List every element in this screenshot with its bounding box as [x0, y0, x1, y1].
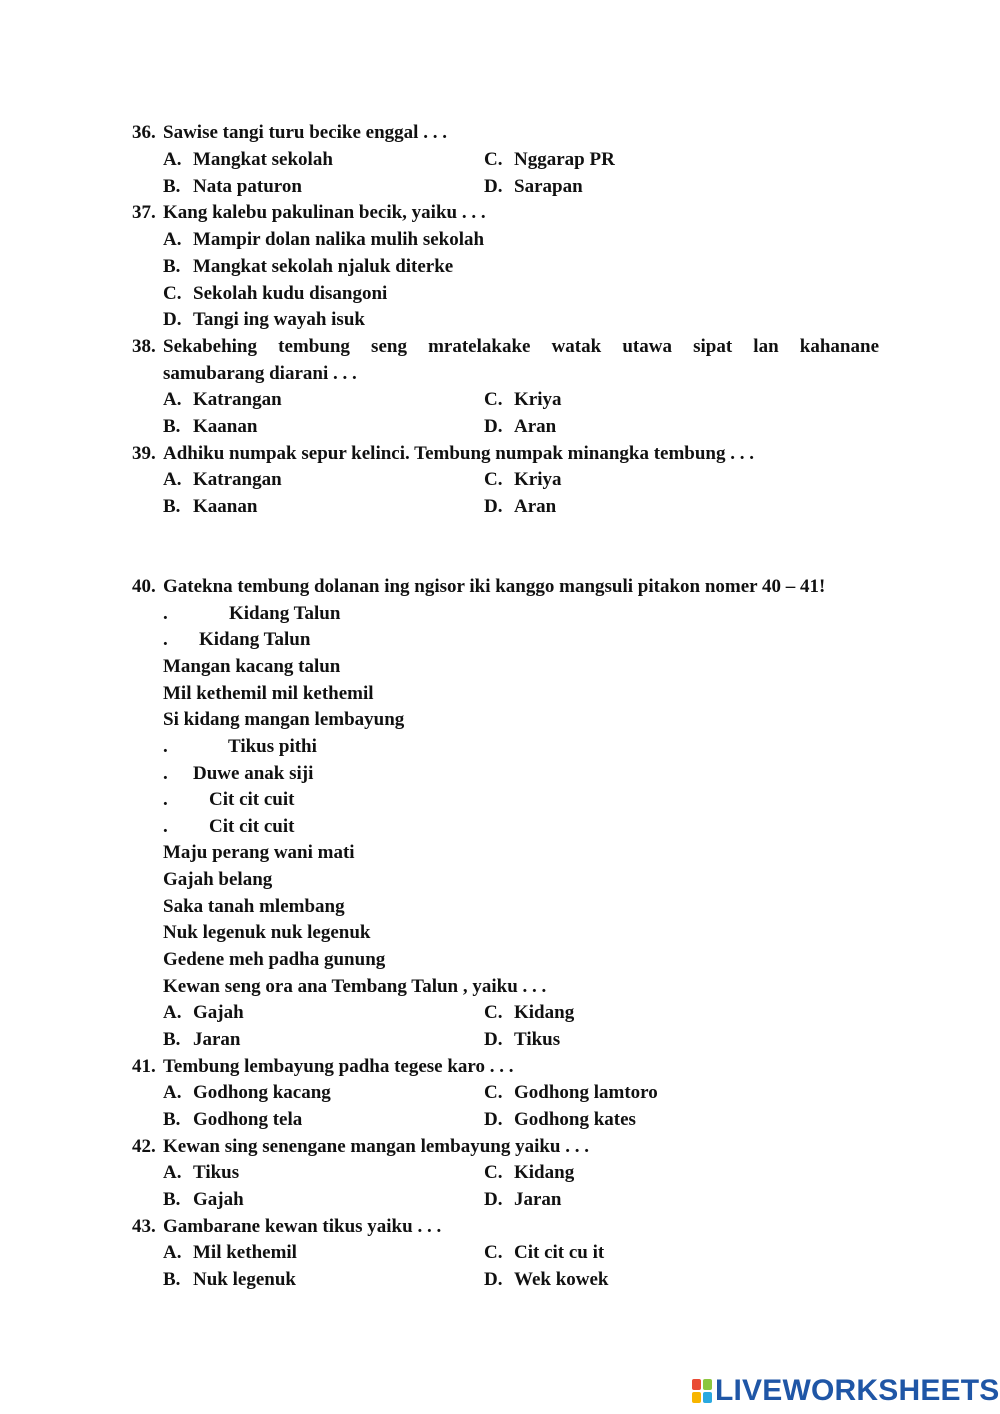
option-d[interactable] — [484, 1186, 562, 1213]
option-label: D. — [484, 1269, 503, 1290]
question-text: samubarang diarani . . . — [163, 363, 357, 384]
option-text: Kaanan — [193, 496, 258, 517]
question-text: Tembung lembayung padha tegese karo . . . — [163, 1056, 514, 1077]
option-text: Sekolah kudu disangoni — [193, 283, 388, 304]
song-dot: . — [163, 603, 168, 624]
option-label: A. — [163, 1242, 182, 1263]
option-c[interactable] — [484, 1079, 658, 1106]
option-label: A. — [163, 389, 182, 410]
option-text: Mil kethemil — [193, 1242, 297, 1263]
option-text: Sarapan — [514, 176, 583, 197]
option-c[interactable] — [484, 146, 615, 173]
question-text: Kang kalebu pakulinan becik, yaiku . . . — [163, 202, 486, 223]
song-dot: . — [163, 763, 168, 784]
option-b[interactable] — [163, 173, 302, 200]
option-label: B. — [163, 1269, 181, 1290]
question-number: 38. — [132, 336, 156, 357]
option-text: Tikus — [514, 1029, 561, 1050]
option-label: A. — [163, 229, 182, 250]
option-label: B. — [163, 416, 181, 437]
option-label: D. — [484, 1189, 503, 1210]
option-c[interactable] — [484, 1159, 574, 1186]
option-text: Nuk legenuk — [193, 1269, 296, 1290]
option-text: Aran — [514, 416, 557, 437]
option-label: B. — [163, 496, 181, 517]
option-text: Jaran — [514, 1189, 562, 1210]
option-a[interactable] — [163, 1159, 239, 1186]
option-text: Kidang — [514, 1002, 575, 1023]
option-text: Kaanan — [193, 416, 258, 437]
option-d[interactable] — [484, 173, 583, 200]
option-text: Kriya — [514, 469, 562, 490]
question-text: Gatekna tembung dolanan ing ngisor iki kanggo mangsuli pitakon nomer 40 – 41! — [163, 576, 826, 597]
option-text: Kriya — [514, 389, 562, 410]
option-text: Wek kowek — [514, 1269, 609, 1290]
option-label: A. — [163, 1002, 182, 1023]
song-text: Si kidang mangan lembayung — [163, 709, 405, 730]
option-a[interactable] — [163, 386, 282, 413]
logo-text: LIVEWORKSHEETS — [715, 1374, 1000, 1407]
option-c[interactable] — [484, 386, 562, 413]
option-label: A. — [163, 1162, 182, 1183]
option-a[interactable] — [163, 1239, 297, 1266]
option-label: B. — [163, 256, 181, 277]
song-text: Mangan kacang talun — [163, 656, 341, 677]
option-b[interactable] — [163, 1266, 296, 1293]
question-number: 40. — [132, 576, 156, 597]
option-text: Godhong kacang — [193, 1082, 331, 1103]
option-label: D. — [484, 176, 503, 197]
option-c[interactable] — [484, 999, 574, 1026]
option-label: D. — [484, 496, 503, 517]
logo-square — [692, 1392, 701, 1403]
question-text: Kewan sing senengane mangan lembayung yaiku . . . — [163, 1136, 589, 1157]
liveworksheets-logo[interactable] — [692, 1374, 1000, 1408]
option-label: D. — [484, 1029, 503, 1050]
song-text: Saka tanah mlembang — [163, 896, 345, 917]
logo-square — [703, 1392, 712, 1403]
option-text: Katrangan — [193, 469, 282, 490]
option-label: A. — [163, 469, 182, 490]
option-label: B. — [163, 1029, 181, 1050]
question-number: 42. — [132, 1136, 156, 1157]
question-text: Sekabehing tembung seng mratelakake watak utawa sipat lan kahanane — [163, 336, 879, 357]
song-text: Mil kethemil mil kethemil — [163, 683, 374, 704]
option-text: Jaran — [193, 1029, 241, 1050]
option-label: D. — [163, 309, 182, 330]
question-number: 37. — [132, 202, 156, 223]
song-dot: . — [163, 789, 168, 810]
option-d[interactable] — [484, 1106, 636, 1133]
question-text: Adhiku numpak sepur kelinci. Tembung numpak minangka tembung . . . — [163, 443, 754, 464]
option-d[interactable] — [484, 1026, 560, 1053]
option-text: Katrangan — [193, 389, 282, 410]
question-text: Sawise tangi turu becike enggal . . . — [163, 122, 447, 143]
logo-square — [703, 1379, 712, 1390]
option-label: C. — [484, 1082, 503, 1103]
question-number: 43. — [132, 1216, 156, 1237]
option-label: C. — [484, 1162, 503, 1183]
question-text: Kewan seng ora ana Tembang Talun , yaiku . . . — [163, 976, 547, 997]
option-text: Tikus — [193, 1162, 240, 1183]
option-c[interactable] — [484, 466, 562, 493]
option-text: Godhong kates — [514, 1109, 636, 1130]
option-label: D. — [484, 1109, 503, 1130]
option-text: Gajah — [193, 1189, 244, 1210]
option-text: Godhong lamtoro — [514, 1082, 658, 1103]
option-a[interactable] — [163, 999, 244, 1026]
option-c[interactable] — [484, 1239, 604, 1266]
option-label: C. — [484, 149, 503, 170]
option-b[interactable] — [163, 1106, 302, 1133]
option-text: Mangkat sekolah — [193, 149, 333, 170]
option-label: B. — [163, 1109, 181, 1130]
question-text: Gambarane kewan tikus yaiku . . . — [163, 1216, 442, 1237]
option-a[interactable] — [163, 1079, 331, 1106]
song-dot: . — [163, 816, 168, 837]
logo-square — [692, 1379, 701, 1390]
song-text: Nuk legenuk nuk legenuk — [163, 922, 371, 943]
option-label: C. — [484, 469, 503, 490]
option-text: Nggarap PR — [514, 149, 615, 170]
option-text: Godhong tela — [193, 1109, 303, 1130]
option-label: A. — [163, 1082, 182, 1103]
option-label: D. — [484, 416, 503, 437]
song-text: Duwe anak siji — [193, 763, 314, 784]
option-text: Aran — [514, 496, 557, 517]
option-text: Kidang — [514, 1162, 575, 1183]
option-b[interactable] — [163, 1026, 241, 1053]
option-b[interactable] — [163, 413, 257, 440]
song-text: Gedene meh padha gunung — [163, 949, 386, 970]
option-text: Mangkat sekolah njaluk diterke — [193, 256, 454, 277]
option-b[interactable] — [163, 493, 257, 520]
option-label: C. — [484, 1242, 503, 1263]
option-text: Tangi ing wayah isuk — [193, 309, 365, 330]
option-label: B. — [163, 1189, 181, 1210]
song-text: Gajah belang — [163, 869, 273, 890]
option-a[interactable] — [163, 146, 333, 173]
option-d[interactable] — [484, 493, 556, 520]
option-a[interactable] — [163, 466, 282, 493]
option-label: C. — [484, 1002, 503, 1023]
option-label: C. — [484, 389, 503, 410]
song-dot: . — [163, 736, 168, 757]
option-label: A. — [163, 149, 182, 170]
option-text: Mampir dolan nalika mulih sekolah — [193, 229, 485, 250]
song-text: Tikus pithi — [228, 736, 317, 757]
question-number: 36. — [132, 122, 156, 143]
option-text: Cit cit cu it — [514, 1242, 605, 1263]
option-label: B. — [163, 176, 181, 197]
option-d[interactable] — [484, 1266, 609, 1293]
option-text: Nata paturon — [193, 176, 302, 197]
question-number: 39. — [132, 443, 156, 464]
question-number: 41. — [132, 1056, 156, 1077]
song-dot: . — [163, 629, 168, 650]
song-text: Kidang Talun — [199, 629, 311, 650]
song-text: Maju perang wani mati — [163, 842, 355, 863]
option-text: Gajah — [193, 1002, 244, 1023]
song-text: Cit cit cuit — [209, 816, 295, 837]
song-text: Kidang Talun — [229, 603, 341, 624]
song-text: Cit cit cuit — [209, 789, 295, 810]
logo-grid-icon — [692, 1379, 712, 1403]
option-d[interactable] — [484, 413, 556, 440]
option-label: C. — [163, 283, 182, 304]
option-b[interactable] — [163, 1186, 244, 1213]
